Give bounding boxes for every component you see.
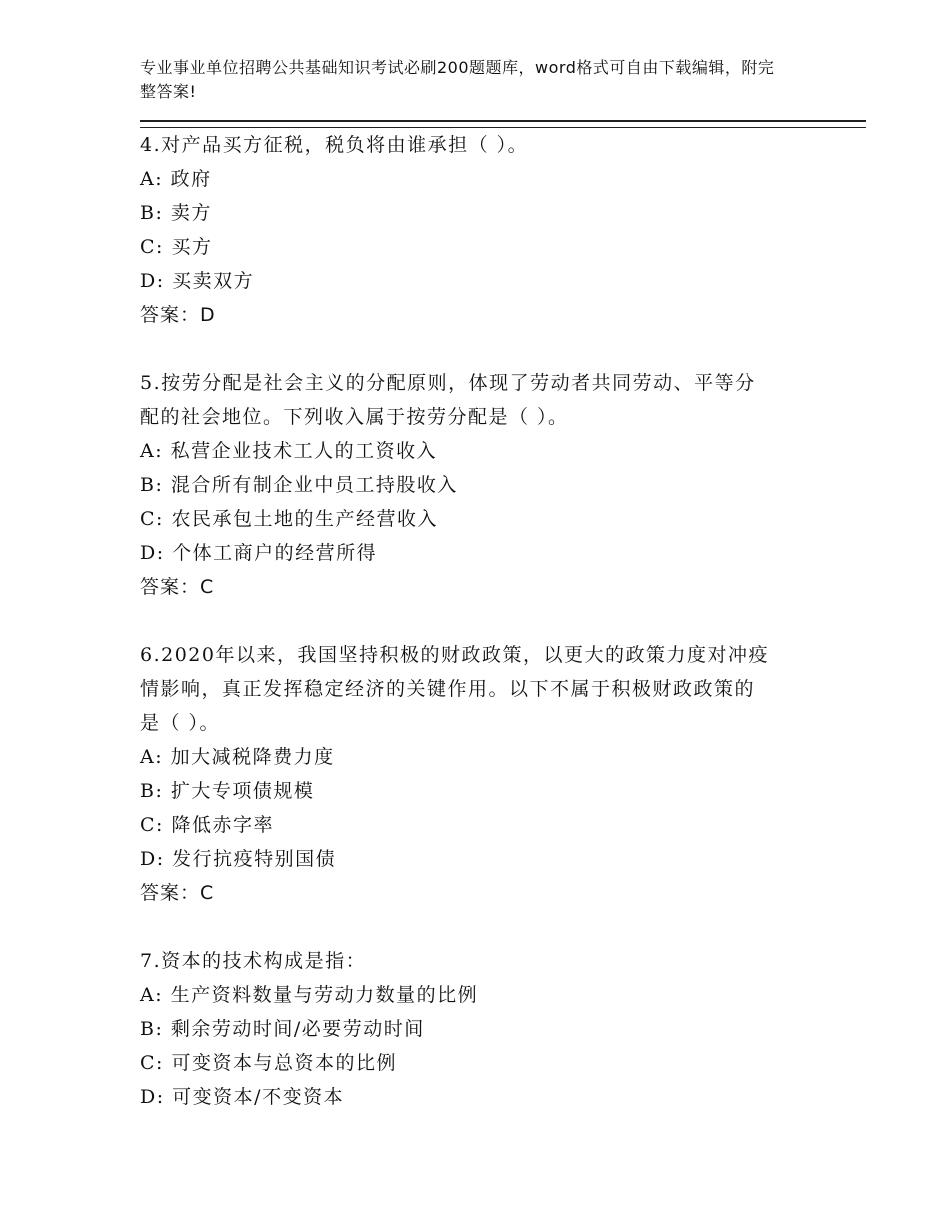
question-item — [140, 366, 866, 604]
answer-line: 答案：D — [140, 304, 216, 326]
question-item — [140, 128, 866, 332]
question-stem: 6.2020年以来，我国坚持积极的财政政策，以更大的政策力度对冲疫 — [140, 644, 769, 666]
option-d: D: 可变资本/不变资本 — [140, 1086, 345, 1108]
header-divider — [140, 120, 866, 128]
question-stem: 5.按劳分配是社会主义的分配原则，体现了劳动者共同劳动、平等分 — [140, 372, 756, 394]
question-stem: 7.资本的技术构成是指： — [140, 950, 367, 972]
option-b: B: 剩余劳动时间/必要劳动时间 — [140, 1018, 425, 1040]
option-c: C: 农民承包土地的生产经营收入 — [140, 508, 438, 530]
answer-line: 答案：C — [140, 882, 215, 904]
question-list — [140, 128, 866, 1114]
document-header: 专业事业单位招聘公共基础知识考试必刷200题题库，word格式可自由下载编辑，附完整答案! — [140, 58, 775, 101]
option-a: A: 政府 — [140, 168, 212, 190]
option-d: D: 买卖双方 — [140, 270, 255, 292]
option-c: C: 可变资本与总资本的比例 — [140, 1052, 397, 1074]
question-stem: 4.对产品买方征税，税负将由谁承担（ ）。 — [140, 134, 529, 156]
question-stem-continued: 情影响，真正发挥稳定经济的关键作用。以下不属于积极财政政策的 — [140, 678, 756, 700]
spacer — [140, 332, 866, 366]
option-a: A: 加大减税降费力度 — [140, 746, 335, 768]
question-item — [140, 944, 866, 1114]
option-a: A: 生产资料数量与劳动力数量的比例 — [140, 984, 479, 1006]
question-item — [140, 638, 866, 910]
option-b: B: 卖方 — [140, 202, 212, 224]
answer-line: 答案：C — [140, 576, 215, 598]
option-d: D: 发行抗疫特别国债 — [140, 848, 337, 870]
spacer — [140, 604, 866, 638]
option-c: C: 买方 — [140, 236, 213, 258]
option-a: A: 私营企业技术工人的工资收入 — [140, 440, 438, 462]
option-b: B: 扩大专项债规模 — [140, 780, 315, 802]
question-stem-continued: 配的社会地位。下列收入属于按劳分配是（ ）。 — [140, 406, 569, 428]
option-d: D: 个体工商户的经营所得 — [140, 542, 378, 564]
option-c: C: 降低赤字率 — [140, 814, 274, 836]
question-stem-continued: 是（ ）。 — [140, 712, 221, 734]
option-b: B: 混合所有制企业中员工持股收入 — [140, 474, 458, 496]
spacer — [140, 910, 866, 944]
